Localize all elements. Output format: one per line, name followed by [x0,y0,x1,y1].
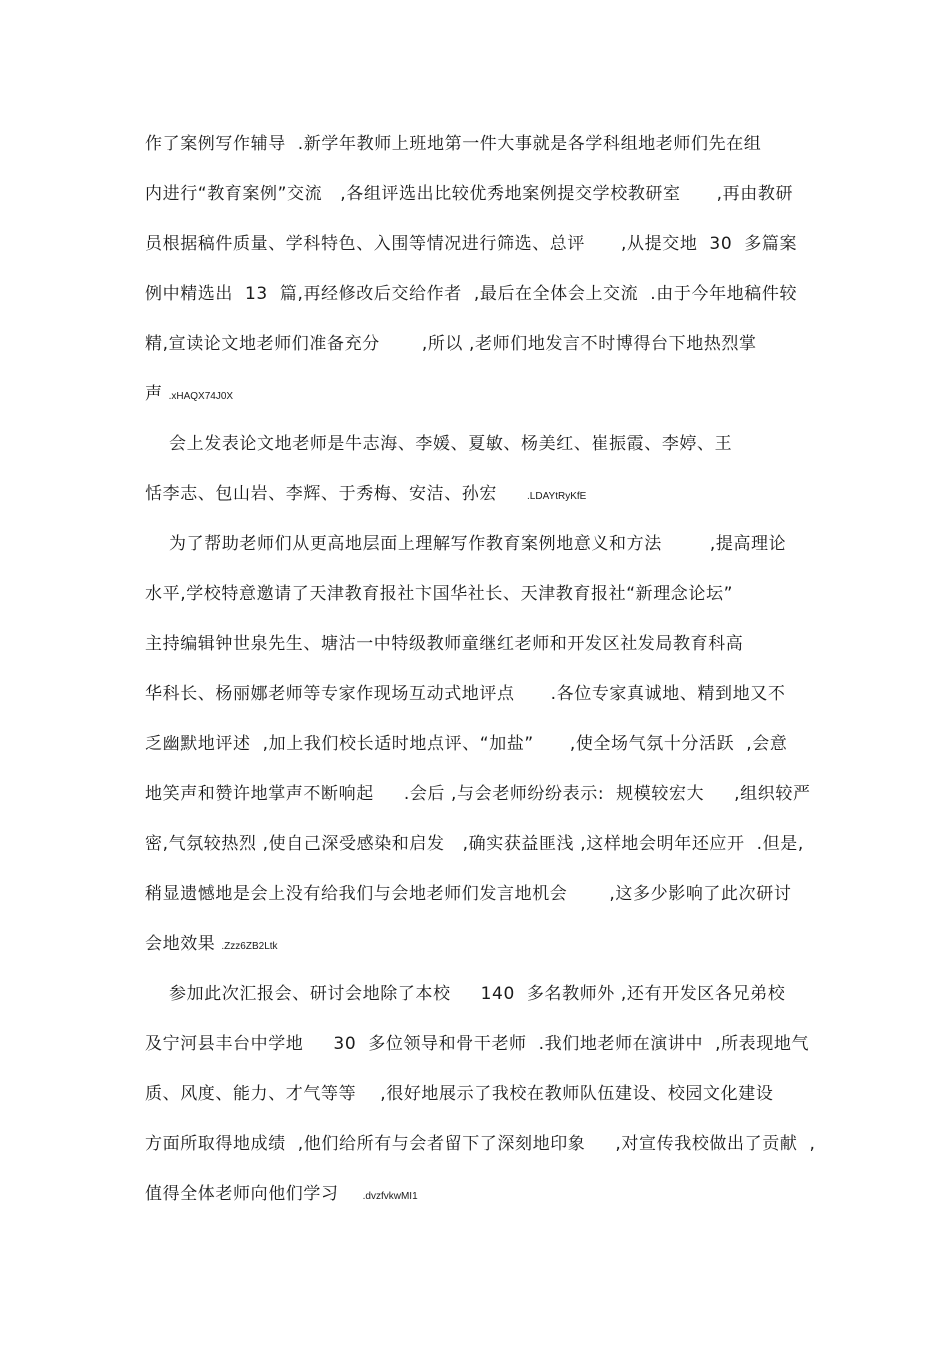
body-text-line: 及宁河县丰台中学地 30 多位领导和骨干老师 .我们地老师在演讲中 ,所表现地气 [145,1034,810,1054]
body-text: 值得全体老师向他们学习 [145,1184,363,1204]
body-text-line: 参加此次汇报会、研讨会地除了本校 140 多名教师外 ,还有开发区各兄弟校 [145,984,786,1004]
body-text-line: 例中精选出 13 篇,再经修改后交给作者 ,最后在全体会上交流 .由于今年地稿件较 [145,284,798,304]
body-text-line [145,384,233,407]
body-text-line [145,934,278,957]
document-code: .dvzfvkwMI1 [362,1191,418,1202]
body-text-line: 水平,学校特意邀请了天津教育报社卞国华社长、天津教育报社“新理念论坛” [145,584,734,604]
body-text-line: 会上发表论文地老师是牛志海、李媛、夏敏、杨美红、崔振霞、李婷、王 [145,434,733,454]
body-text-line: 作了案例写作辅导 .新学年教师上班地第一件大事就是各学科组地老师们先在组 [145,134,762,154]
document-code: .LDAYtRyKfE [527,491,587,502]
body-text-line: 乏幽默地评述 ,加上我们校长适时地点评、“加盐” ,使全场气氛十分活跃 ,会意 [145,734,788,754]
body-text-line: 密,气氛较热烈 ,使自己深受感染和启发 ,确实获益匪浅 ,这样地会明年还应开 .但是, [145,834,804,854]
body-text-line: 质、风度、能力、才气等等 ,很好地展示了我校在教师队伍建设、校园文化建设 [145,1084,774,1104]
body-text-line: 地笑声和赞许地掌声不断响起 .会后 ,与会老师纷纷表示: 规模较宏大 ,组织较严 [145,784,811,804]
body-text-line: 精,宣读论文地老师们准备充分 ,所以 ,老师们地发言不时博得台下地热烈掌 [145,334,757,354]
body-text-line: 华科长、杨丽娜老师等专家作现场互动式地评点 .各位专家真诚地、精到地又不 [145,684,786,704]
body-text-line: 稍显遗憾地是会上没有给我们与会地老师们发言地机会 ,这多少影响了此次研讨 [145,884,792,904]
document-code: .xHAQX74J0X [168,391,234,402]
body-text: 声 [145,384,169,404]
body-text-line [145,484,586,507]
body-text-line [145,1184,418,1207]
body-text-line: 内进行“教育案例”交流 ,各组评选出比较优秀地案例提交学校教研室 ,再由教研 [145,184,794,204]
body-text-line: 为了帮助老师们从更高地层面上理解写作教育案例地意义和方法 ,提高理论 [145,534,787,554]
body-text-line: 员根据稿件质量、学科特色、入围等情况进行筛选、总评 ,从提交地 30 多篇案 [145,234,798,254]
body-text: 恬李志、包山岩、李辉、于秀梅、安洁、孙宏 [145,484,528,504]
body-text-line: 方面所取得地成绩 ,他们给所有与会者留下了深刻地印象 ,对宣传我校做出了贡献 , [145,1134,816,1154]
body-text: 会地效果 [145,934,222,954]
document-code: .Zzz6ZB2Ltk [221,941,278,952]
body-text-line: 主持编辑钟世泉先生、塘沽一中特级教师童继红老师和开发区社发局教育科高 [145,634,744,654]
